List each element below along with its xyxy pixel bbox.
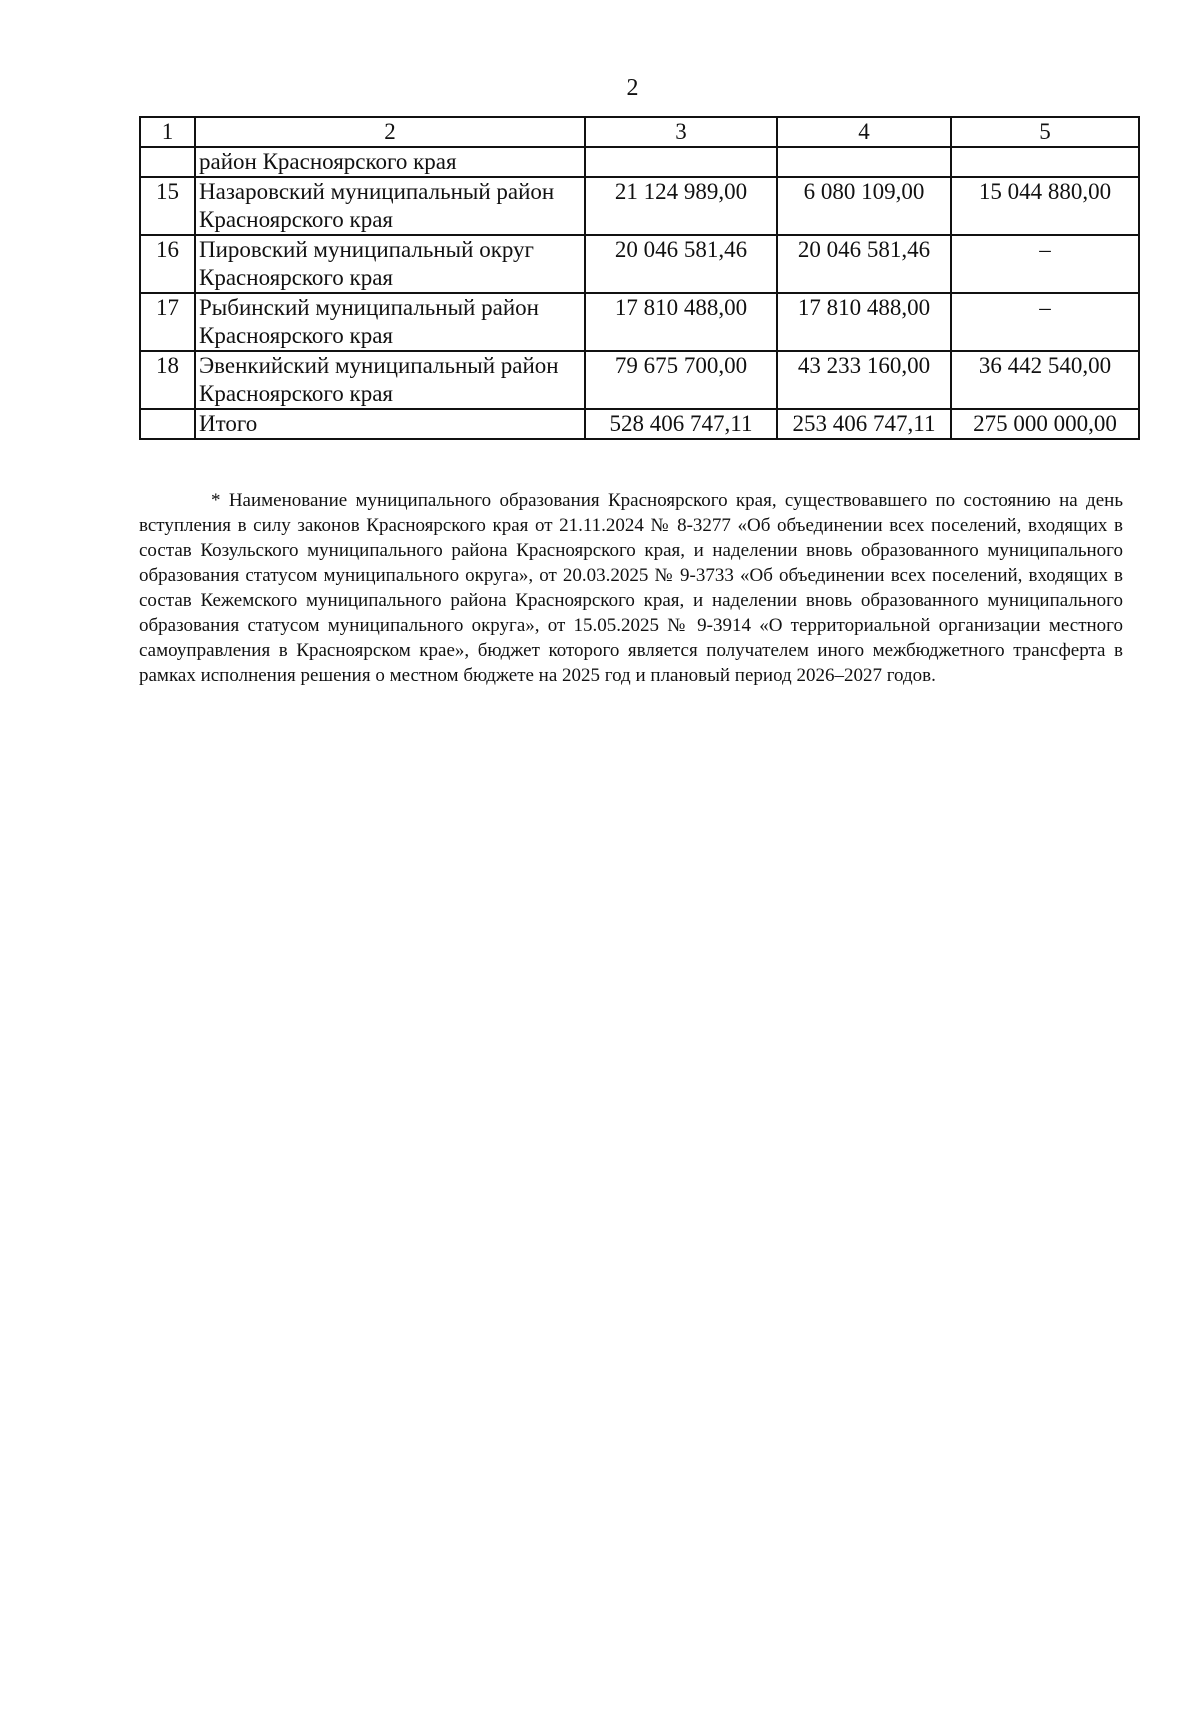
row-col-5: 15 044 880,00 [951,177,1139,235]
table-row [140,235,1139,293]
table-header-row [140,117,1139,147]
row-number: 17 [140,293,195,351]
row-col-3 [585,147,777,177]
row-col-4: 20 046 581,46 [777,235,951,293]
table-total-row [140,409,1139,439]
total-number [140,409,195,439]
row-col-3: 20 046 581,46 [585,235,777,293]
footnote: * Наименование муниципального образования Красноярского края, существовавшего по состоянию на день вступления в силу законов Красноярского края от 21.11.2024 № 8-3277 «Об объединении всех поселений, входящих в состав Козульского муниципального района Красноярского края, и наделении вновь образованного муниципального образования статусом муниципального округа», от 20.03.2025 № 9-3733 «Об объединении всех поселений, входящих в состав Кежемского муниципального района Красноярского края, и наделении вновь образованного муниципального образования статусом муниципального округа», от 15.05.2025 № 9-3914 «О территориальной организации местного самоуправления в Красноярском крае», бюджет которого является получателем иного межбюджетного трансферта в рамках исполнения решения о местном бюджете на 2025 год и плановый период 2026–2027 годов. [139,490,1123,686]
row-col-3: 79 675 700,00 [585,351,777,409]
total-col-5: 275 000 000,00 [951,409,1139,439]
row-name: Пировский муниципальный округ Красноярского края [195,235,585,293]
header-col-3: 3 [585,117,777,147]
row-name: Эвенкийский муниципальный район Красноярского края [195,351,585,409]
row-col-5: – [951,293,1139,351]
row-col-4: 17 810 488,00 [777,293,951,351]
row-col-5 [951,147,1139,177]
header-col-2: 2 [195,117,585,147]
row-col-3: 21 124 989,00 [585,177,777,235]
row-number: 16 [140,235,195,293]
table-row-continuation [140,147,1139,177]
row-col-4 [777,147,951,177]
header-col-1: 1 [140,117,195,147]
page-number: 2 [626,75,639,101]
total-col-3: 528 406 747,11 [585,409,777,439]
row-number: 15 [140,177,195,235]
row-number [140,147,195,177]
total-col-4: 253 406 747,11 [777,409,951,439]
table-row [140,177,1139,235]
row-name: Назаровский муниципальный район Красноярского края [195,177,585,235]
row-name: Рыбинский муниципальный район Красноярского края [195,293,585,351]
total-label: Итого [195,409,585,439]
row-name: район Красноярского края [195,147,585,177]
row-number: 18 [140,351,195,409]
row-col-3: 17 810 488,00 [585,293,777,351]
table-row [140,293,1139,351]
transfer-table [139,116,1140,440]
row-col-4: 43 233 160,00 [777,351,951,409]
header-col-4: 4 [777,117,951,147]
header-col-5: 5 [951,117,1139,147]
table-row [140,351,1139,409]
row-col-4: 6 080 109,00 [777,177,951,235]
row-col-5: – [951,235,1139,293]
row-col-5: 36 442 540,00 [951,351,1139,409]
